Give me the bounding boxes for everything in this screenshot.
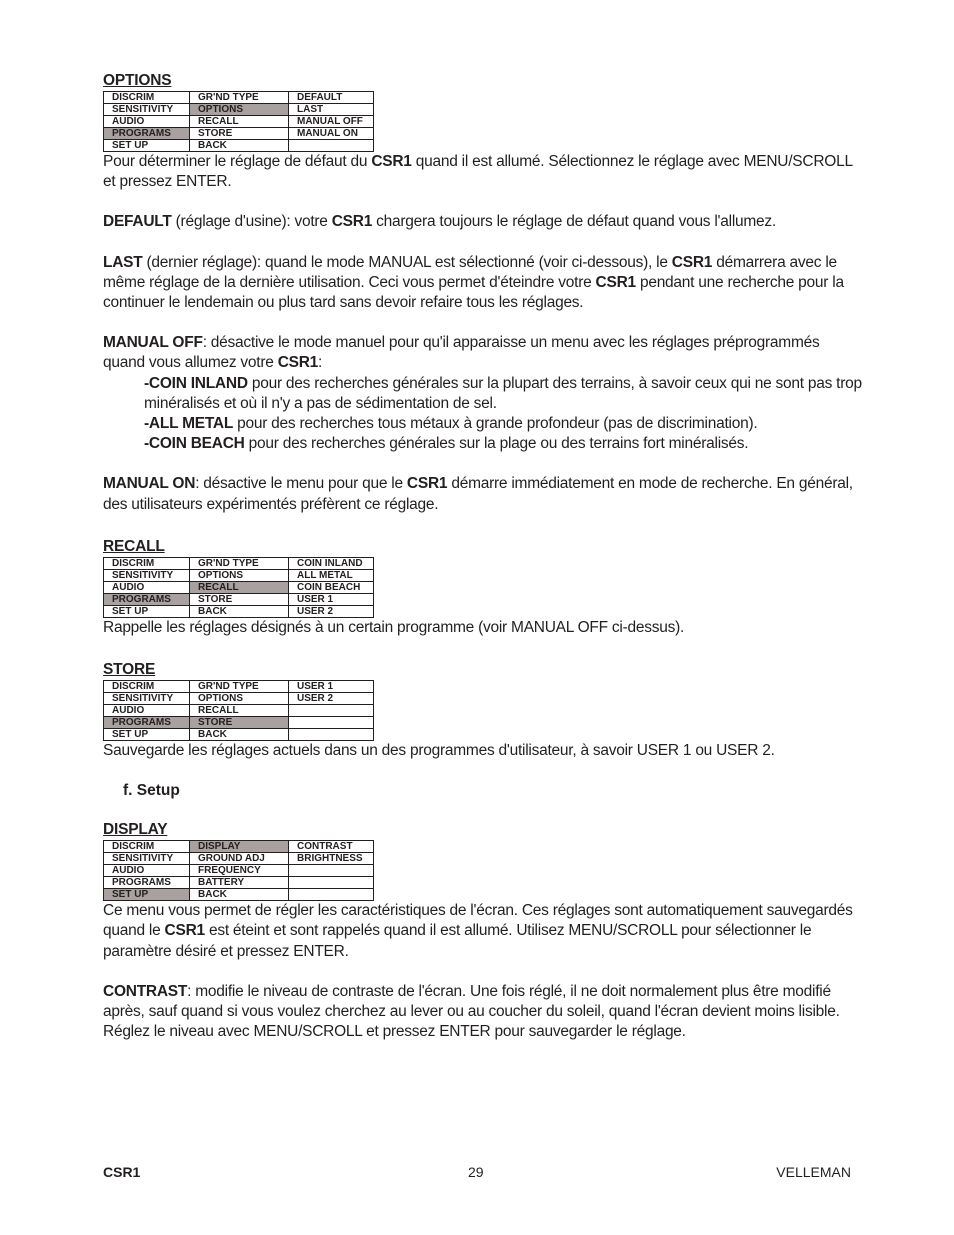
menu-cell bbox=[289, 877, 374, 889]
menu-cell: LAST bbox=[289, 104, 374, 116]
display-menu-table bbox=[103, 840, 374, 901]
table-row bbox=[104, 877, 374, 889]
menu-cell: SENSITIVITY bbox=[104, 104, 190, 116]
menu-cell: DISCRIM bbox=[104, 681, 190, 693]
menu-cell-selected: PROGRAMS bbox=[104, 593, 190, 605]
menu-cell: GR'ND TYPE bbox=[190, 92, 289, 104]
menu-cell: RECALL bbox=[190, 705, 289, 717]
recall-paragraph: Rappelle les réglages désignés à un certain programme (voir MANUAL OFF ci-dessus). bbox=[103, 618, 685, 636]
menu-cell: AUDIO bbox=[104, 705, 190, 717]
all-metal-item: -ALL METAL pour des recherches tous métaux à grande profondeur (pas de discrimination). bbox=[144, 415, 758, 433]
menu-cell: COIN INLAND bbox=[289, 557, 374, 569]
menu-cell: USER 1 bbox=[289, 681, 374, 693]
menu-cell-selected: RECALL bbox=[190, 581, 289, 593]
menu-cell: SENSITIVITY bbox=[104, 853, 190, 865]
store-menu-table bbox=[103, 680, 374, 741]
menu-cell: SET UP bbox=[104, 605, 190, 617]
footer-brand: VELLEMAN bbox=[776, 1164, 851, 1180]
page-footer bbox=[103, 1164, 851, 1182]
table-row bbox=[104, 841, 374, 853]
table-row bbox=[104, 681, 374, 693]
menu-cell: GR'ND TYPE bbox=[190, 557, 289, 569]
table-row bbox=[104, 717, 374, 729]
table-row bbox=[104, 557, 374, 569]
table-row bbox=[104, 605, 374, 617]
table-row bbox=[104, 104, 374, 116]
menu-cell: SENSITIVITY bbox=[104, 693, 190, 705]
recall-heading: RECALL bbox=[103, 537, 165, 555]
options-menu-table bbox=[103, 91, 374, 152]
menu-cell bbox=[289, 865, 374, 877]
menu-cell-selected: SET UP bbox=[104, 889, 190, 901]
menu-cell bbox=[289, 717, 374, 729]
options-intro-paragraph: Pour déterminer le réglage de défaut du CSR1 quand il est allumé. Sélectionnez le réglage avec MENU/SCROLL et pressez ENTER. bbox=[103, 153, 853, 191]
menu-cell bbox=[289, 889, 374, 901]
display-heading: DISPLAY bbox=[103, 821, 168, 839]
default-paragraph: DEFAULT (réglage d'usine): votre CSR1 chargera toujours le réglage de défaut quand vous l'allumez. bbox=[103, 213, 776, 231]
menu-cell: DEFAULT bbox=[289, 92, 374, 104]
page-content bbox=[103, 72, 863, 1042]
menu-cell-selected: STORE bbox=[190, 717, 289, 729]
store-heading: STORE bbox=[103, 661, 156, 679]
table-row bbox=[104, 705, 374, 717]
menu-cell: USER 1 bbox=[289, 593, 374, 605]
menu-cell: USER 2 bbox=[289, 605, 374, 617]
menu-cell: ALL METAL bbox=[289, 569, 374, 581]
table-row bbox=[104, 128, 374, 140]
coin-beach-item: -COIN BEACH pour des recherches générales sur la plage ou des terrains fort minéralisés. bbox=[144, 435, 749, 453]
table-row bbox=[104, 116, 374, 128]
menu-cell: AUDIO bbox=[104, 581, 190, 593]
footer-page-number: 29 bbox=[468, 1164, 484, 1180]
display-paragraph: Ce menu vous permet de régler les caractéristiques de l'écran. Ces réglages sont automatiquement sauvegardés quand le CSR1 est éteint et sont rappelés quand il est allumé. Utilisez MENU/SCROLL pour sélectionner le paramètre désiré et pressez ENTER. bbox=[103, 902, 853, 960]
menu-cell-selected: PROGRAMS bbox=[104, 128, 190, 140]
store-paragraph: Sauvegarde les réglages actuels dans un des programmes d'utilisateur, à savoir USER 1 ou USER 2. bbox=[103, 742, 775, 760]
menu-cell: DISCRIM bbox=[104, 841, 190, 853]
footer-model: CSR1 bbox=[103, 1164, 141, 1180]
menu-cell: BACK bbox=[190, 605, 289, 617]
table-row bbox=[104, 853, 374, 865]
menu-cell-selected: OPTIONS bbox=[190, 104, 289, 116]
menu-cell: BACK bbox=[190, 140, 289, 152]
menu-cell: BATTERY bbox=[190, 877, 289, 889]
menu-cell: AUDIO bbox=[104, 865, 190, 877]
table-row bbox=[104, 693, 374, 705]
menu-cell-selected: PROGRAMS bbox=[104, 717, 190, 729]
manual-on-paragraph: MANUAL ON: désactive le menu pour que le CSR1 démarre immédiatement en mode de recherche. En général, des utilisateurs expérimentés préfèrent ce réglage. bbox=[103, 475, 853, 513]
menu-cell: COIN BEACH bbox=[289, 581, 374, 593]
menu-cell-selected: DISPLAY bbox=[190, 841, 289, 853]
menu-cell: FREQUENCY bbox=[190, 865, 289, 877]
menu-cell: SET UP bbox=[104, 140, 190, 152]
coin-inland-item: -COIN INLAND pour des recherches générales sur la plupart des terrains, à savoir ceux qui ne sont pas trop minéralisés et où il n'y a pas de sédimentation de sel. bbox=[144, 374, 862, 412]
last-paragraph: LAST (dernier réglage): quand le mode MANUAL est sélectionné (voir ci-dessous), le CSR1 démarrera avec le même réglage de la dernière utilisation. Ceci vous permet d'éteindre votre CSR1 pendant une recherche pour la continuer le lendemain ou plus tard sans devoir refaire tous les réglages. bbox=[103, 253, 844, 312]
menu-cell: BACK bbox=[190, 889, 289, 901]
table-row bbox=[104, 140, 374, 152]
options-heading: OPTIONS bbox=[103, 72, 172, 89]
menu-cell: STORE bbox=[190, 593, 289, 605]
table-row bbox=[104, 92, 374, 104]
menu-cell: MANUAL OFF bbox=[289, 116, 374, 128]
menu-cell bbox=[289, 729, 374, 741]
menu-cell: DISCRIM bbox=[104, 557, 190, 569]
menu-cell: AUDIO bbox=[104, 116, 190, 128]
table-row bbox=[104, 569, 374, 581]
menu-cell bbox=[289, 140, 374, 152]
table-row bbox=[104, 865, 374, 877]
table-row bbox=[104, 581, 374, 593]
setup-subheading: f. Setup bbox=[123, 782, 180, 800]
contrast-paragraph: CONTRAST: modifie le niveau de contraste de l'écran. Une fois réglé, il ne doit normalement plus être modifié après, sauf quand si vous voulez cherchez au lever ou au coucher du soleil, quand l'écran devient moins lisible. Réglez le niveau avec MENU/SCROLL et pressez ENTER pour sauvegarder le réglage. bbox=[103, 982, 840, 1041]
menu-cell: RECALL bbox=[190, 116, 289, 128]
table-row bbox=[104, 593, 374, 605]
menu-cell: SENSITIVITY bbox=[104, 569, 190, 581]
menu-cell: BACK bbox=[190, 729, 289, 741]
menu-cell bbox=[289, 705, 374, 717]
menu-cell: MANUAL ON bbox=[289, 128, 374, 140]
menu-cell: BRIGHTNESS bbox=[289, 853, 374, 865]
menu-cell: OPTIONS bbox=[190, 569, 289, 581]
recall-menu-table bbox=[103, 557, 374, 618]
menu-cell: DISCRIM bbox=[104, 92, 190, 104]
menu-cell: CONTRAST bbox=[289, 841, 374, 853]
menu-cell: SET UP bbox=[104, 729, 190, 741]
menu-cell: OPTIONS bbox=[190, 693, 289, 705]
menu-cell: STORE bbox=[190, 128, 289, 140]
manual-off-paragraph: MANUAL OFF: désactive le mode manuel pour qu'il apparaisse un menu avec les réglages préprogrammés quand vous allumez votre CSR1: bbox=[103, 334, 820, 372]
table-row bbox=[104, 729, 374, 741]
menu-cell: GR'ND TYPE bbox=[190, 681, 289, 693]
menu-cell: GROUND ADJ bbox=[190, 853, 289, 865]
table-row bbox=[104, 889, 374, 901]
menu-cell: PROGRAMS bbox=[104, 877, 190, 889]
menu-cell: USER 2 bbox=[289, 693, 374, 705]
